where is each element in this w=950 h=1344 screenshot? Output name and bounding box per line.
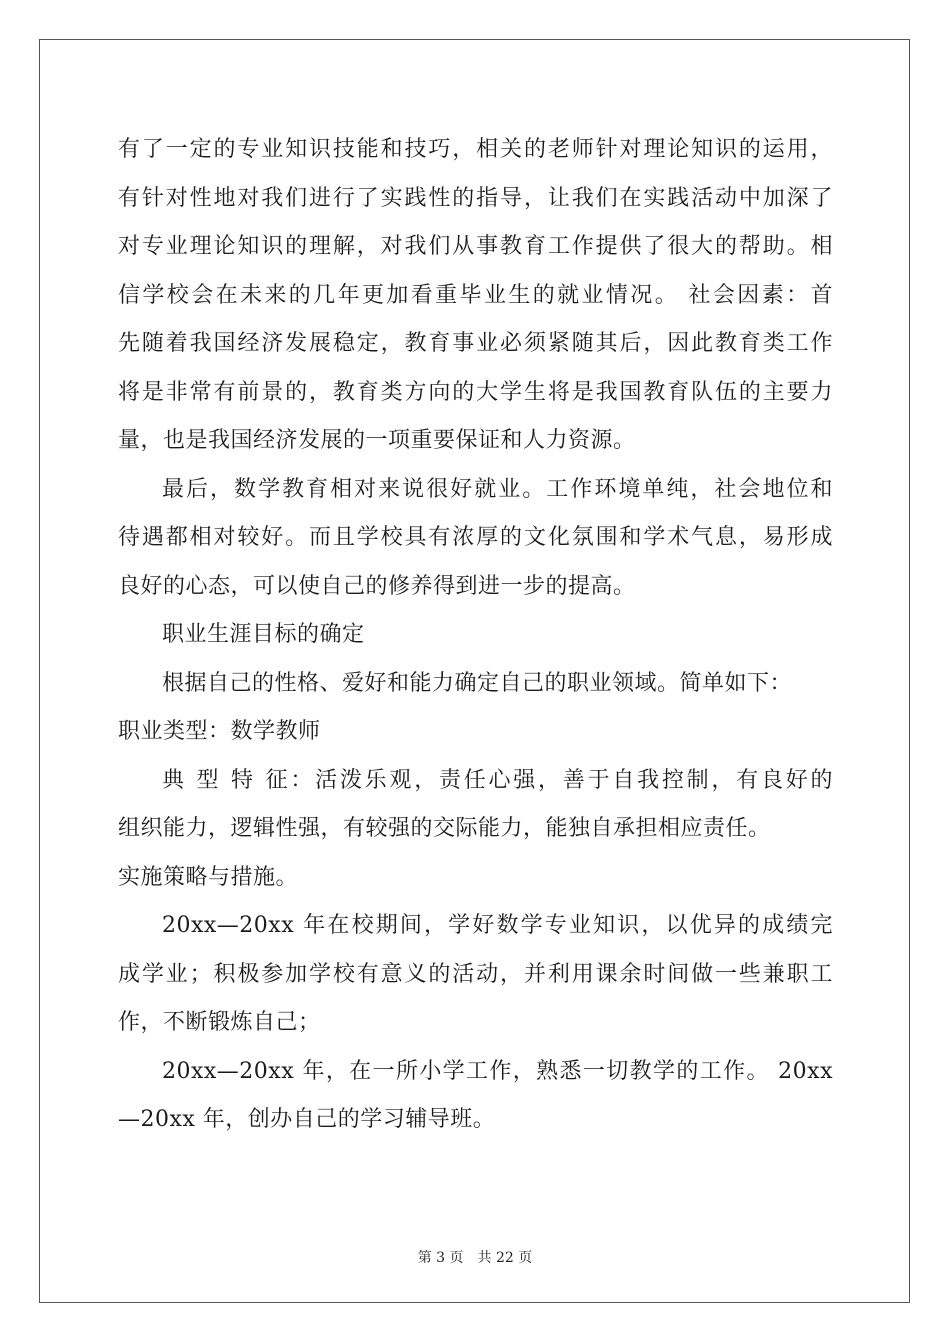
paragraph-start-line: 最后，数学教育相对来说很好就业。工作环境单纯，社会地位和 — [162, 476, 833, 502]
page-number: 第 3 页 — [417, 1250, 464, 1266]
document-body — [118, 126, 833, 1145]
page-total: 共 22 页 — [477, 1250, 533, 1266]
text-line: 量，也是我国经济发展的一项重要保证和人力资源。 — [118, 428, 636, 453]
text-line: 作，不断锻炼自己； — [118, 1010, 321, 1035]
text-line: —20xx 年，创办自己的学习辅导班。 — [118, 1107, 496, 1132]
text-line: 职业类型：数学教师 — [118, 719, 321, 744]
paragraph-start-line: 20xx—20xx 年，在一所小学工作，熟悉一切教学的工作。 20xx — [162, 1058, 833, 1084]
text-line: 对专业理论知识的理解，对我们从事教育工作提供了很大的帮助。相 — [118, 234, 833, 259]
page-footer — [0, 1247, 950, 1267]
paragraph-start-line: 典 型 特 征：活泼乐观，责任心强，善于自我控制，有良好的 — [162, 767, 833, 793]
text-line: 先随着我国经济发展稳定，教育事业必须紧随其后，因此教育类工作 — [118, 331, 833, 356]
text-line: 实施策略与措施。 — [118, 864, 299, 890]
text-line: 有了一定的专业知识技能和技巧，相关的老师针对理论知识的运用， — [118, 137, 833, 162]
text-line: 成学业；积极参加学校有意义的活动，并利用课余时间做一些兼职工 — [118, 961, 833, 987]
paragraph-start-line: 20xx—20xx 年在校期间，学好数学专业知识，以优异的成绩完 — [162, 913, 833, 938]
text-line: 将是非常有前景的，教育类方向的大学生将是我国教育队伍的主要力 — [118, 379, 833, 405]
text-line: 有针对性地对我们进行了实践性的指导，让我们在实践活动中加深了 — [118, 185, 833, 211]
paragraph-start-line: 根据自己的性格、爱好和能力确定自己的职业领域。简单如下： — [162, 670, 793, 696]
text-line: 组织能力，逻辑性强，有较强的交际能力，能独自承担相应责任。 — [118, 816, 771, 841]
text-line: 良好的心态，可以使自己的修养得到进一步的提高。 — [118, 573, 636, 599]
section-heading: 职业生涯目标的确定 — [162, 622, 365, 647]
text-line: 信学校会在未来的几年更加看重毕业生的就业情况。 社会因素：首 — [118, 282, 833, 308]
text-line: 待遇都相对较好。而且学校具有浓厚的文化氛围和学术气息，易形成 — [118, 525, 833, 550]
